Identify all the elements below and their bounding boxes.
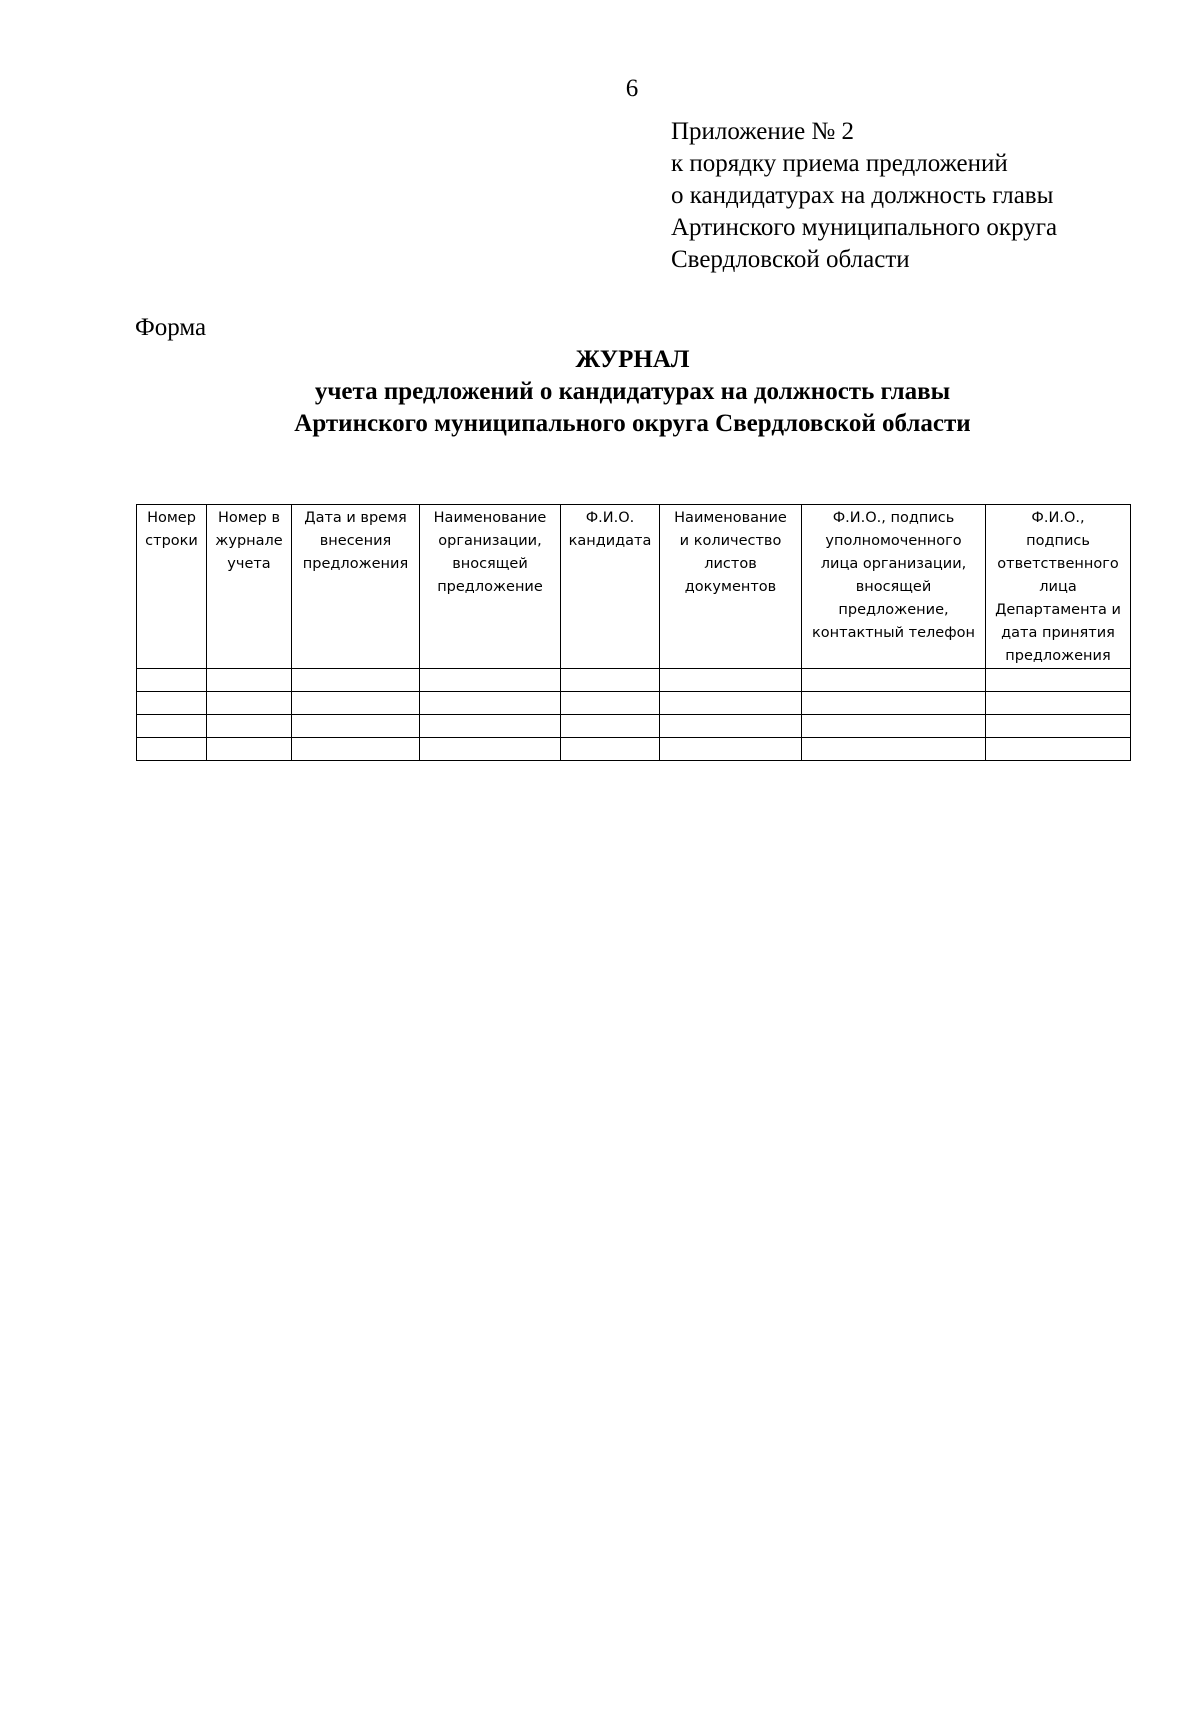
table-cell: [420, 715, 561, 738]
table-cell: [802, 692, 986, 715]
table-cell: [986, 738, 1131, 761]
column-header-line: документов: [684, 579, 777, 595]
table-cell: [561, 715, 660, 738]
column-header-line: вносящей: [855, 579, 932, 595]
column-header-line: предложение,: [838, 602, 949, 618]
column-header-line: Ф.И.О., подпись: [832, 510, 955, 526]
table-cell: [802, 669, 986, 692]
table-row: [137, 669, 1131, 692]
column-header-line: учета: [227, 556, 271, 572]
table-cell: [292, 738, 420, 761]
column-header-line: внесения: [319, 533, 392, 549]
column-header-line: ответственного: [997, 556, 1119, 572]
table-cell: [292, 715, 420, 738]
table-cell: [137, 669, 207, 692]
column-header: [207, 505, 292, 669]
table-cell: [986, 692, 1131, 715]
column-header-line: кандидата: [568, 533, 652, 549]
column-header: [420, 505, 561, 669]
column-header: [292, 505, 420, 669]
table-cell: [137, 738, 207, 761]
column-header-line: Наименование: [433, 510, 547, 526]
table-cell: [986, 669, 1131, 692]
title-line: учета предложений о кандидатурах на должность главы: [314, 378, 951, 405]
table-cell: [137, 715, 207, 738]
table-cell: [420, 692, 561, 715]
column-header-line: Номер в: [218, 510, 280, 526]
form-label: Форма: [135, 314, 207, 341]
column-header-line: Ф.И.О.,: [1031, 510, 1085, 526]
column-header-line: лица организации,: [820, 556, 967, 572]
column-header-line: Департамента и: [995, 602, 1121, 618]
column-header-line: предложения: [1005, 648, 1111, 664]
table-cell: [802, 715, 986, 738]
table-cell: [420, 669, 561, 692]
table-cell: [660, 669, 802, 692]
table-cell: [207, 715, 292, 738]
table-row: [137, 692, 1131, 715]
table-cell: [561, 738, 660, 761]
column-header: [986, 505, 1131, 669]
column-header: [660, 505, 802, 669]
column-header-line: журнале: [215, 533, 283, 549]
table-cell: [207, 669, 292, 692]
table-cell: [561, 669, 660, 692]
column-header-line: Наименование: [674, 510, 787, 526]
document-title: [135, 344, 1130, 440]
column-header-line: строки: [145, 533, 198, 549]
title-heading: ЖУРНАЛ: [575, 346, 690, 373]
appendix-block: [671, 116, 1057, 276]
column-header-line: дата принятия: [1001, 625, 1115, 641]
appendix-line: о кандидатурах на должность главы: [671, 182, 1054, 209]
column-header-line: и количество: [679, 533, 782, 549]
table-cell: [292, 669, 420, 692]
column-header: [561, 505, 660, 669]
column-header-line: предложения: [302, 556, 409, 572]
table-cell: [660, 738, 802, 761]
column-header-line: предложение: [437, 579, 543, 595]
column-header-line: листов: [704, 556, 757, 572]
column-header: [137, 505, 207, 669]
appendix-line: к порядку приема предложений: [671, 150, 1008, 177]
column-header-line: лица: [1039, 579, 1077, 595]
table-header-row: [137, 505, 1131, 669]
table-cell: [986, 715, 1131, 738]
table-cell: [137, 692, 207, 715]
column-header-line: организации,: [438, 533, 542, 549]
table-cell: [660, 692, 802, 715]
column-header-line: контактный телефон: [812, 625, 975, 641]
table-cell: [420, 738, 561, 761]
column-header-line: подпись: [1026, 533, 1090, 549]
appendix-line: Свердловской области: [671, 246, 910, 273]
table-cell: [561, 692, 660, 715]
title-line: Артинского муниципального округа Свердловской области: [294, 410, 971, 437]
appendix-line: Артинского муниципального округа: [671, 214, 1058, 241]
table-cell: [207, 738, 292, 761]
column-header-line: уполномоченного: [825, 533, 962, 549]
column-header-line: Номер: [147, 510, 196, 526]
table-cell: [207, 692, 292, 715]
table-row: [137, 715, 1131, 738]
table-row: [137, 738, 1131, 761]
column-header-line: Дата и время: [304, 510, 407, 526]
table-body: [137, 669, 1131, 761]
table-cell: [660, 715, 802, 738]
column-header: [802, 505, 986, 669]
page-number: 6: [625, 75, 639, 102]
column-header-line: вносящей: [452, 556, 528, 572]
journal-table: [136, 504, 1131, 761]
table-cell: [802, 738, 986, 761]
table-cell: [292, 692, 420, 715]
appendix-line: Приложение № 2: [671, 118, 855, 145]
column-header-line: Ф.И.О.: [585, 510, 635, 526]
